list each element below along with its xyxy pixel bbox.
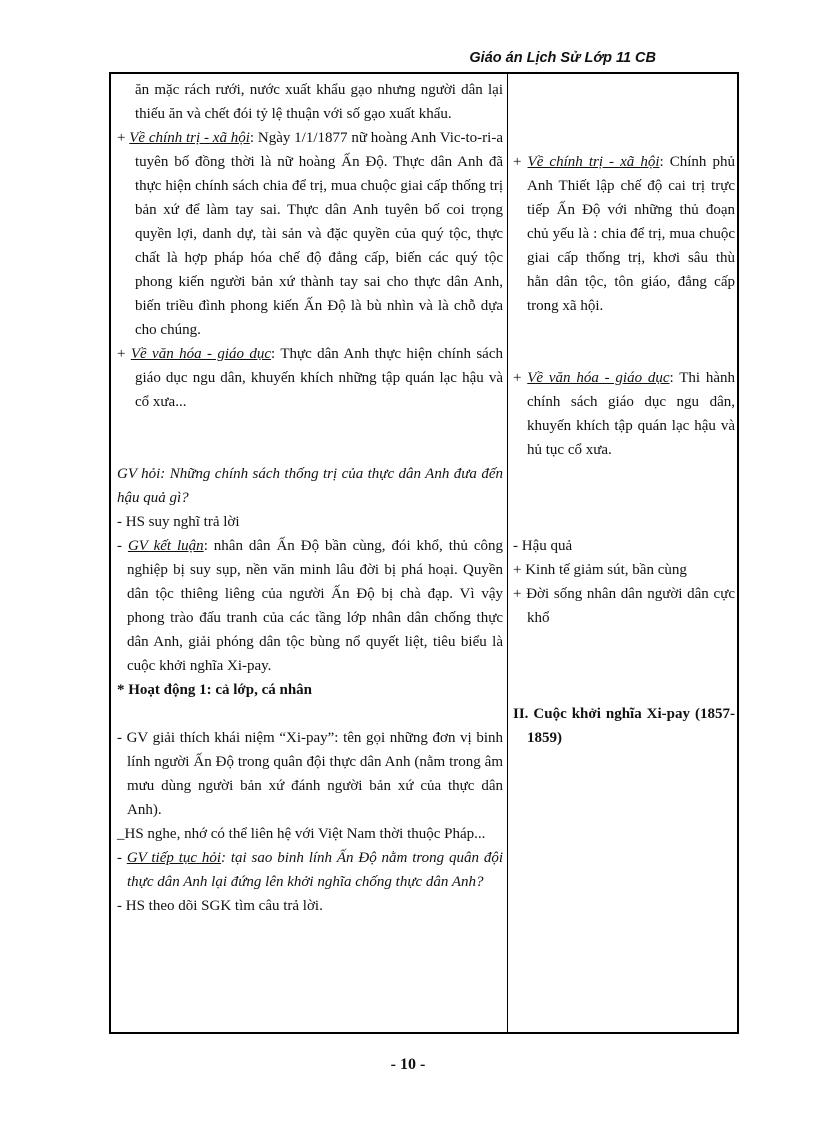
left-column [117,78,503,918]
consequence-economy: + Kinh tế giảm sút, bần cùng [513,562,687,578]
document-header: Giáo án Lịch Sử Lớp 11 CB [469,50,656,66]
politics-label: Về chính trị - xã hội [129,130,250,146]
page-number: - 10 - [390,1056,426,1073]
consequences-heading: - Hậu quả [513,538,573,554]
summary-culture: + Về văn hóa - giáo dục: Thi hành chính sách giáo dục ngu dân, khuyến khích tập quán lạc hậu và hủ tục cổ xưa. [513,370,735,458]
conclusion-label: GV kết luận [127,538,204,554]
continue-ask-label: GV tiếp tục hỏi [126,850,222,866]
lesson-table [109,72,739,1034]
right-column [513,78,735,750]
teacher-question-uprising: - GV tiếp tục hỏi: tại sao binh lính Ấn Độ nằm trong quân đội thực dân Anh lại đứng lên khởi nghĩa chống thực dân Anh? [117,850,503,890]
summary-politics-label: Về chính trị - xã hội [527,154,660,170]
activity-heading: * Hoạt động 1: cả lớp, cá nhân [117,682,312,698]
student-listen: _HS nghe, nhớ có thể liên hệ với Việt Nam thời thuộc Pháp... [117,826,486,842]
student-think-answer: - HS suy nghĩ trả lời [117,514,240,530]
consequence-life: + Đời sống nhân dân người dân cực khổ [513,586,735,626]
paragraph-economy-continued: ăn mặc rách rưới, nước xuất khẩu gạo nhưng người dân lại thiếu ăn và chết đói tỷ lệ thuận với số gạo xuất khẩu. [135,82,503,122]
paragraph-culture-education: + Về văn hóa - giáo dục: Thực dân Anh thực hiện chính sách giáo dục ngu dân, khuyến khích những tập quán lạc hậu và cổ xưa... [117,346,503,410]
student-follow-textbook: - HS theo dõi SGK tìm câu trả lời. [117,898,323,914]
teacher-explains-xipay: - GV giải thích khái niệm “Xi-pay”: tên gọi những đơn vị binh lính người Ấn Độ trong quân đội thực dân Anh (nằm trong âm mưu dùng người bản xứ đánh người bản xứ của thực dân Anh). [117,730,503,818]
summary-politics: + Về chính trị - xã hội: Chính phủ Anh Thiết lập chế độ cai trị trực tiếp Ấn Độ với những thủ đoạn chủ yếu là : chia để trị, mua chuộc giai cấp thống trị, khơi sâu thù hằn dân tộc, tôn giáo, đẳng cấp trong xã hội. [513,154,735,314]
teacher-question-consequences: GV hỏi: Những chính sách thống trị của thực dân Anh đưa đến hậu quả gì? [117,466,503,506]
paragraph-politics-society: + Về chính trị - xã hội: Ngày 1/1/1877 nữ hoàng Anh Vic-to-ri-a tuyên bố đồng thời là nữ hoàng Ấn Độ. Thực dân Anh đã thực hiện chính sách chia để trị, mua chuộc giai cấp thống trị bản xứ để làm tay sai. Thực dân Anh tuyên bố coi trọng quyền lợi, danh dự, tài sản và đặc quyền của quý tộc, thực chất là hợp pháp hóa chế độ đẳng cấp, biến các quý tộc phong kiến người bản xứ thành tay sai cho thực dân Anh, biến triều đình phong kiến Ấn Độ là bù nhìn và là chỗ dựa cho chúng. [117,130,503,338]
teacher-conclusion: - GV kết luận: nhân dân Ấn Độ bần cùng, đói khổ, thủ công nghiệp bị suy sụp, nền văn minh lâu đời bị phá hoại. Quyền dân tộc thiêng liêng của người Ấn Độ bị chà đạp. Vì vậy phong trào đấu tranh của các tầng lớp nhân dân chống thực dân Anh, giải phóng dân tộc bùng nổ quyết liệt, tiêu biểu là cuộc khởi nghĩa Xi-pay. [117,538,503,674]
culture-label: Về văn hóa - giáo dục [130,346,272,362]
column-divider [507,74,508,1032]
summary-culture-label: Về văn hóa - giáo dục [527,370,670,386]
section-heading-xipay: II. Cuộc khởi nghĩa Xi-pay (1857-1859) [513,706,735,746]
